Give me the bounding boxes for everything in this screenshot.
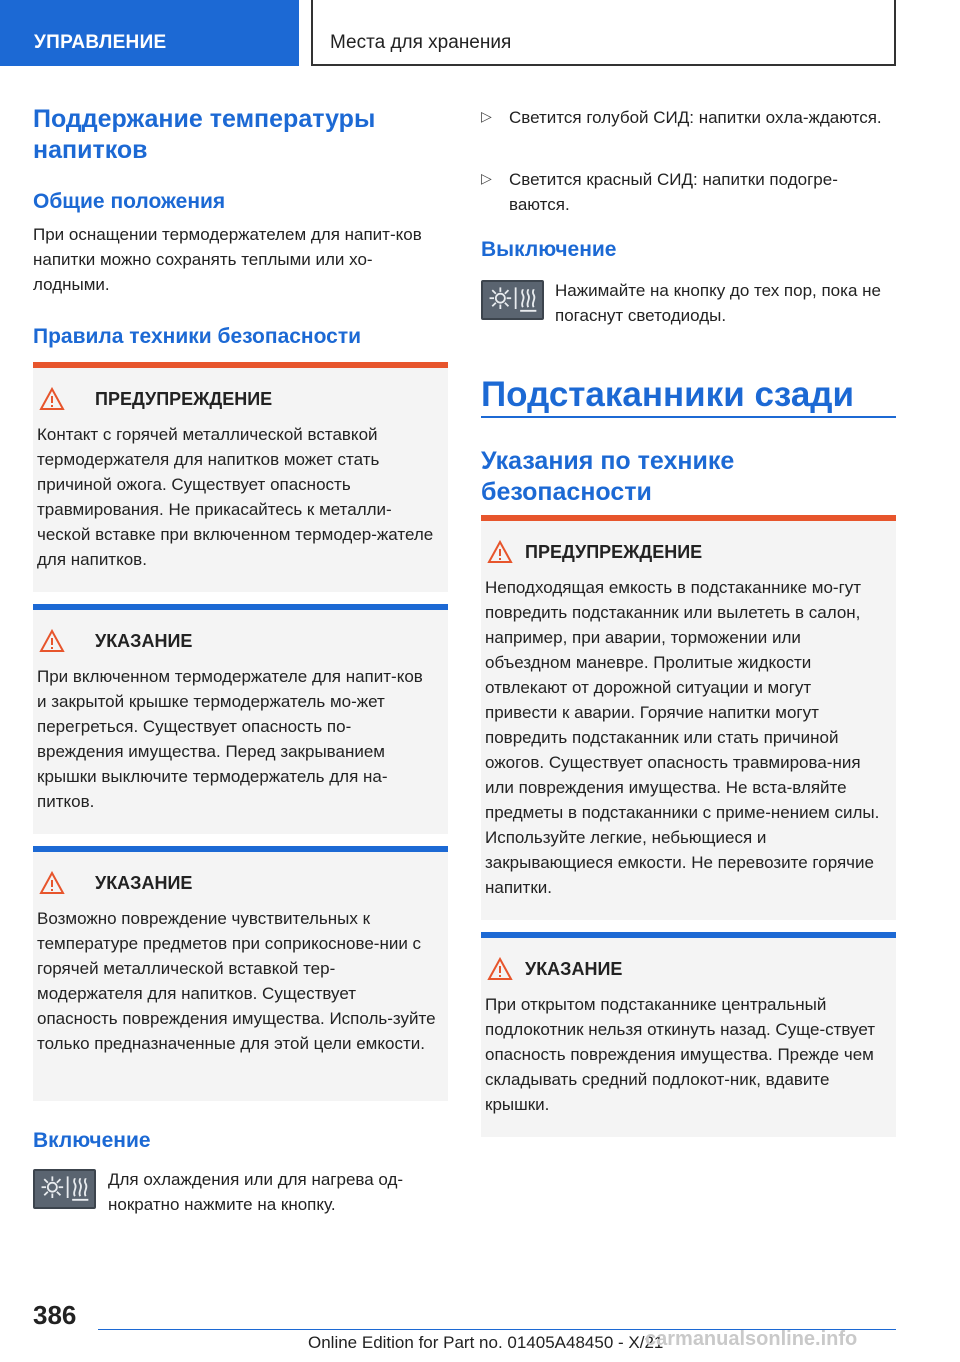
general-text: При оснащении термодержателем для напит-ков напитки можно сохранять теплыми или хо-лодными.	[33, 225, 422, 294]
snowflake-heat-icon	[35, 1171, 94, 1207]
warning-text: Неподходящая емкость в подстаканнике мо-гут повредить подстаканник или вылететь в салон, например, при аварии, торможении или объездном маневре. Пролитые жидкости отвлекают от дорожной ситуации и могут привести к аварии. Горячие напитки могут повредить подстаканник или стать причиной ожогов. Существует опасность травмирова-ния или повреждения имущества. Не вста-вляйте предметы в подстаканники с приме-нением силы. Используйте легкие, небьющиеся и закрывающиеся емкости. Не перевозите горячие напитки.	[485, 578, 880, 897]
note-box-2	[33, 846, 448, 1101]
heading-beverage-temperature: Поддержание температуры напитков	[33, 105, 376, 164]
warning-triangle-icon	[39, 871, 65, 895]
climate-button-icon	[33, 1169, 96, 1209]
led-status-list	[481, 105, 896, 229]
note-text: При открытом подстаканнике центральный подлокотник нельзя откинуть назад. Суще-ствует опасность повреждения имущества. Прежде чем складывать средний подлокот-ник, вдавите крышки.	[485, 995, 876, 1114]
warning-bar	[33, 362, 448, 368]
warning-title: ПРЕДУПРЕЖДЕНИЕ	[95, 389, 273, 409]
switch-off-text: Нажимайте на кнопку до тех пор, пока не погаснут светодиоды.	[555, 281, 881, 325]
header-section-tab	[0, 0, 299, 66]
bullet-triangle-icon: ▷	[481, 108, 492, 124]
warning-triangle-icon	[39, 629, 65, 653]
heading-underline	[481, 416, 896, 418]
list-item	[481, 167, 896, 229]
note-bar	[33, 846, 448, 852]
climate-button-icon	[481, 280, 544, 320]
warning-triangle-icon	[487, 957, 513, 981]
list-item	[481, 105, 896, 167]
switch-on-text: Для охлаждения или для нагрева од-нократно нажмите на кнопку.	[108, 1170, 404, 1214]
note-title: УКАЗАНИЕ	[95, 631, 193, 651]
heading-rear-cupholders: Подстаканники сзади	[481, 375, 855, 414]
header-chapter-tab	[311, 0, 896, 66]
warning-box-1	[33, 362, 448, 592]
header-chapter-label: Места для хранения	[330, 32, 512, 53]
list-item-text: Светится голубой СИД: напитки охла-ждаются.	[509, 108, 882, 127]
note-bar	[481, 932, 896, 938]
heading-safety: Правила техники безопасности	[33, 325, 362, 348]
warning-title: ПРЕДУПРЕЖДЕНИЕ	[525, 542, 703, 562]
heading-general: Общие положения	[33, 190, 226, 213]
warning-triangle-icon	[39, 387, 65, 411]
note-box-1	[33, 604, 448, 834]
warning-triangle-icon	[487, 540, 513, 564]
note-text: При включенном термодержателе для напит-ков и закрытой крышке термодержатель мо-жет перегреться. Существует опасность по-вреждения имущества. Перед закрыванием крышки выключите термодержатель для на-питков.	[37, 667, 423, 811]
edition-text: Online Edition for Part no. 01405A48450 - X/21	[308, 1333, 664, 1352]
list-item-text: Светится красный СИД: напитки подогре-ваются.	[509, 170, 838, 214]
heading-safety-notes: Указания по технике безопасности	[481, 447, 735, 506]
bullet-triangle-icon: ▷	[481, 170, 492, 186]
note-bar	[33, 604, 448, 610]
heading-switch-off: Выключение	[481, 238, 617, 261]
warning-bar	[481, 515, 896, 521]
header-section-label: УПРАВЛЕНИЕ	[34, 32, 167, 53]
page-number: 386	[33, 1300, 77, 1330]
watermark: carmanualsonline.info	[645, 1328, 858, 1350]
heading-switch-on: Включение	[33, 1129, 151, 1152]
note-box-3	[481, 932, 896, 1137]
note-title: УКАЗАНИЕ	[525, 959, 623, 979]
note-text: Возможно повреждение чувствительных к температуре предметов при соприкоснове-нии с горячей металлической вставкой тер-модержателя для напитков. Существует опасность повреждения имущества. Исполь-зуйте только предназначенные для этой цели емкости.	[37, 909, 436, 1053]
note-title: УКАЗАНИЕ	[95, 873, 193, 893]
snowflake-heat-icon	[483, 282, 542, 318]
warning-box-2	[481, 515, 896, 920]
warning-text: Контакт с горячей металлической вставкой термодержателя для напитков может стать причиной ожога. Существует опасность травмирования. Не прикасайтесь к металли-ческой вставке при включенном термодер-жателе для напитков.	[37, 425, 434, 569]
